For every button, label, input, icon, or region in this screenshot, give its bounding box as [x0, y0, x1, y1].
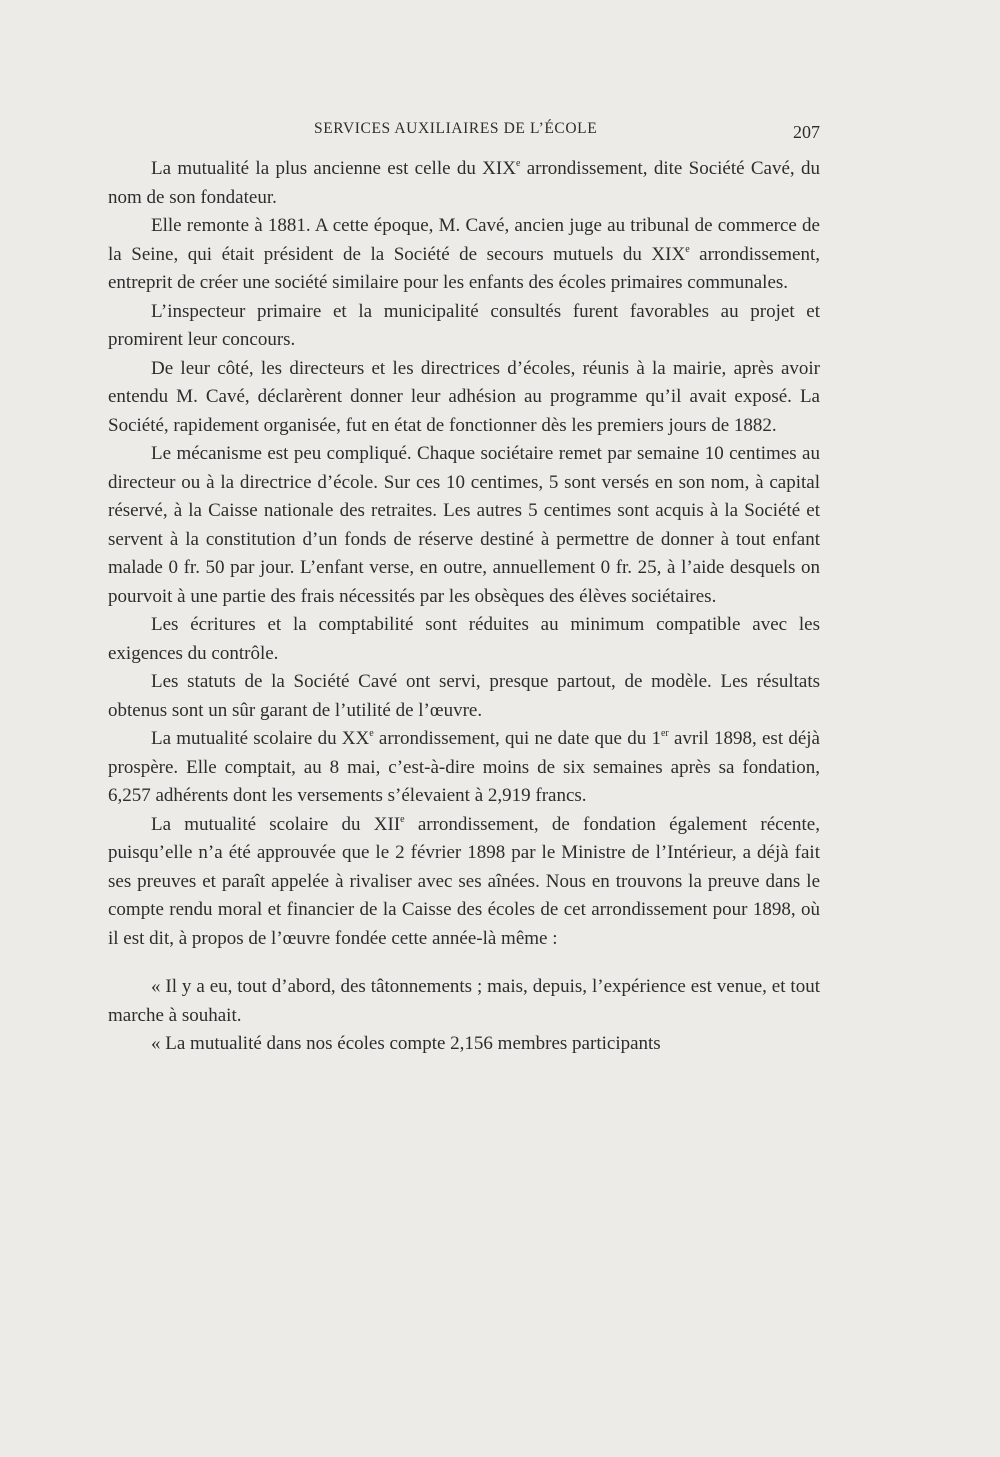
paragraph-1	[108, 155, 820, 212]
page-header	[108, 120, 820, 144]
paragraph-8	[108, 725, 820, 811]
superscript: e	[400, 813, 405, 825]
superscript: e	[369, 728, 374, 739]
paragraph-4: De leur côté, les directeurs et les directrices d’écoles, réunis à la mairie, après avoir entendu M. Cavé, déclarèrent donner leur adhésion au programme qu’il avait exposé. La Société, rapidement organisée, fut en état de fonctionner dès les premiers jours de 1882.	[108, 357, 820, 436]
body-text	[108, 155, 820, 1059]
quote-paragraph-1: « Il y a eu, tout d’abord, des tâtonnements ; mais, depuis, l’expérience est venue, et tout marche à souhait.	[108, 976, 820, 1026]
paragraph-9-part-a: La mutualité scolaire du XII	[151, 813, 401, 835]
paragraph-2-part-b: arrondissement, entreprit de créer une société similaire pour les enfants des écoles primaires communales.	[108, 243, 821, 293]
paragraph-6: Les écritures et la comptabilité sont réduites au minimum compatible avec les exigences du contrôle.	[108, 614, 820, 664]
paragraph-8-part-c: avril 1898, est déjà prospère. Elle comptait, au 8 mai, c’est-à-dire moins de six semaines après sa fondation, 6,257 adhérents dont les versements s’élevaient à 2,919 francs.	[108, 728, 820, 806]
quote-paragraph-2: « La mutualité dans nos écoles compte 2,156 membres participants	[151, 1033, 661, 1054]
page-number: 207	[793, 122, 820, 142]
paragraph-9-part-b: arrondissement, de fondation également récente, puisqu’elle n’a été approuvée que le 2 février 1898 par le Ministre de l’Intérieur, a déjà fait ses preuves et paraît appelée à rivaliser avec ses aînées. Nous en trouvons la preuve dans le compte rendu moral et financier de la Caisse des écoles de cet arrondissement pour 1898, où il est dit, à propos de l’œuvre fondée cette année-là même :	[108, 813, 820, 949]
spacer	[108, 953, 820, 973]
paragraph-2	[108, 212, 820, 298]
paragraph-1-part-b: arrondissement, dite Société Cavé, du nom de son fondateur.	[108, 158, 820, 208]
paragraph-7: Les statuts de la Société Cavé ont servi, presque partout, de modèle. Les résultats obtenus sont un sûr garant de l’utilité de l’œuvre.	[108, 671, 820, 721]
paragraph-3: L’inspecteur primaire et la municipalité consultés furent favorables au projet et promirent leur concours.	[108, 300, 820, 350]
paragraph-9	[108, 811, 820, 954]
superscript: e	[685, 243, 690, 255]
paragraph-2-part-a: Elle remonte à 1881. A cette époque, M. Cavé, ancien juge au tribunal de commerce de la Seine, qui était président de la Société de secours mutuels du XIX	[108, 215, 820, 265]
superscript: er	[660, 728, 669, 739]
paragraph-1-part-a: La mutualité la plus ancienne est celle du XIX	[151, 158, 516, 179]
paragraph-8-part-b: arrondissement, qui ne date que du 1	[373, 728, 661, 749]
superscript: e	[515, 158, 521, 169]
running-title: SERVICES AUXILIAIRES DE L’ÉCOLE	[314, 120, 598, 137]
paragraph-8-part-a: La mutualité scolaire du XX	[151, 728, 370, 749]
paragraph-5: Le mécanisme est peu compliqué. Chaque sociétaire remet par semaine 10 centimes au directeur ou à la directrice d’école. Sur ces 10 centimes, 5 sont versés en son nom, à capital réservé, à la Caisse nationale des retraites. Les autres 5 centimes sont acquis à la Société et servent à la constitution d’un fonds de réserve destiné à permettre de donner à tout enfant malade 0 fr. 50 par jour. L’enfant verse, en outre, annuellement 0 fr. 25, à l’aide desquels on pourvoit à une partie des frais nécessités par les obsèques des élèves sociétaires.	[108, 443, 820, 607]
